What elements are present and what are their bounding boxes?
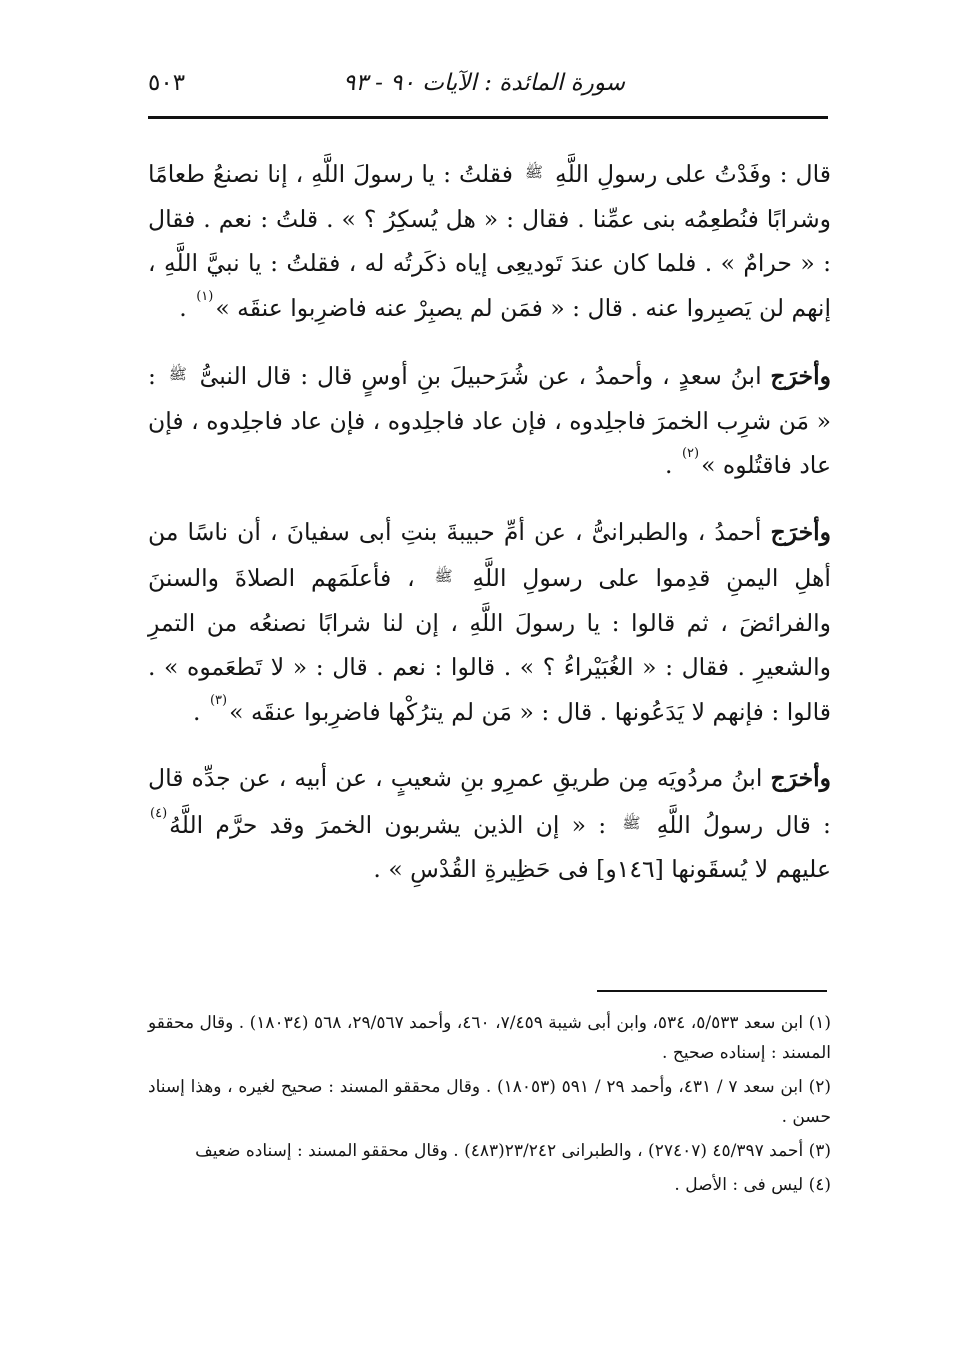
header-rule	[148, 116, 828, 119]
paragraph-text: ابنُ سعدٍ ، وأحمدُ ، عن شُرَحبيلَ بنِ أوسٍ قال : قال النبىُّ	[199, 362, 762, 390]
paragraph-4	[148, 756, 831, 892]
salutation-mark: ﷺ	[434, 567, 453, 585]
paragraph-text: أحمدُ ، والطبرانىُّ ، عن أمِّ حبيبةَ بنتِ أبى سفيانَ ، أن ناسًا من أهلِ اليمنِ قدِموا على رسولِ اللَّهِ	[148, 517, 831, 592]
paragraph-text: فقلتُ : يا رسولَ اللَّهِ ، إنا نصنعُ طعامًا وشرابًا فنُطعِمُه بنى عمِّنا . فقال : « هل يُسكِرُ ؟ » . قلتُ : نعم . فقال : « حرامٌ » . فلما كان عندَ تَوديعِى إياه ذكَرتُه له ، فقلتُ : يا نبيَّ اللَّهِ ، إنهم لن يَصبِروا عنه . قال : « فمَن لم يصبِرْ عنه فاضرِبوا عنقَه »	[148, 160, 831, 322]
footnote-reference: (١)	[196, 288, 214, 304]
salutation-mark: ﷺ	[622, 813, 641, 832]
footnotes	[148, 1008, 831, 1204]
footnote-4: (٤) ليس فى : الأصل .	[674, 1175, 831, 1195]
paragraph-text: قال : وفَدْتُ على رسولِ اللَّهِ	[555, 160, 831, 188]
page-number: ٥٠٣	[148, 70, 186, 96]
paragraph-text: عليهم لا يُسقَونها [١٤٦و] فى حَظِيرةِ القُدْسِ » .	[373, 855, 831, 883]
lead-word: وأخرَج	[770, 517, 831, 546]
footnote-reference: (٢)	[681, 446, 700, 461]
paragraph-text: .	[193, 697, 201, 726]
paragraph-1	[148, 150, 831, 330]
paragraph-text: .	[664, 451, 673, 479]
lead-word: وأخرَج	[770, 362, 831, 390]
salutation-mark: ﷺ	[524, 163, 544, 181]
footnote-reference: (٤)	[150, 805, 168, 821]
footnote-2: (٢) ابن سعد ٧ / ٤٣١، وأحمد ٢٩ / ٥٩١ (١٨٠٥٣) . وقال محققو المسند : صحيح لغيره ، وهذا إسناد حسن .	[148, 1077, 831, 1127]
paragraph-3	[148, 510, 831, 735]
surah-title: سورة المائدة : الآيات ٩٠ - ٩٣	[343, 70, 625, 96]
paragraph-text: ابنُ مردُويَه مِن طريقِ عمرِو بنِ شعيبٍ ، عن أبيه ، عن جدِّه قال : قال رسولُ اللَّهِ	[148, 764, 831, 839]
footnote-1: (١) ابن سعد ٥/٥٣٣، ٥٣٤، وابن أبى شيبة ٧/٤٥٩، ٤٦٠، وأحمد ٢٩/٥٦٧، ٥٦٨ (١٨٠٣٤) . وقال محققو المسند : إسناده صحيح .	[148, 1013, 831, 1063]
footnote-3: (٣) أحمد ٤٥/٣٩٧ (٢٧٤٠٧) ، والطبرانى ٢٣/٢٤٢(٤٨٣) . وقال محققو المسند : إسناده ضعيف	[195, 1141, 831, 1161]
lead-word: وأخرَج	[770, 764, 831, 792]
salutation-mark: ﷺ	[168, 365, 187, 383]
footnote-rule	[597, 990, 827, 992]
paragraph-text: .	[179, 293, 187, 322]
paragraph-2	[148, 352, 831, 488]
page-header	[148, 64, 825, 112]
paragraph-text: : « مَن شرِب الخمرَ فاجلِدوه ، فإن عاد فاجلِدوه ، فإن عاد فاجلِدوه ، فإن عاد فاقتُلوه »	[148, 362, 831, 479]
footnote-reference: (٣)	[209, 692, 228, 708]
main-text	[148, 150, 831, 914]
paragraph-text: ، فأعلَمَهم الصلاةَ والسننَ والفرائضَ ، ثم قالوا : يا رسولَ اللَّهِ ، إن لنا شرابًا نصنعُه من التمرِ والشعيرِ . فقال : « الغُبَيْراءُ ؟ » . قالوا : نعم . قال : « لا تَطعَموه » . قالوا : فإنهم لا يَدَعُونها . قال : « مَن لم يترُكْها فاضرِبوا عنقَه »	[148, 564, 831, 726]
paragraph-text: : « إن الذين يشربون الخمرَ وقد حرَّم اللَّهُ	[169, 810, 607, 839]
